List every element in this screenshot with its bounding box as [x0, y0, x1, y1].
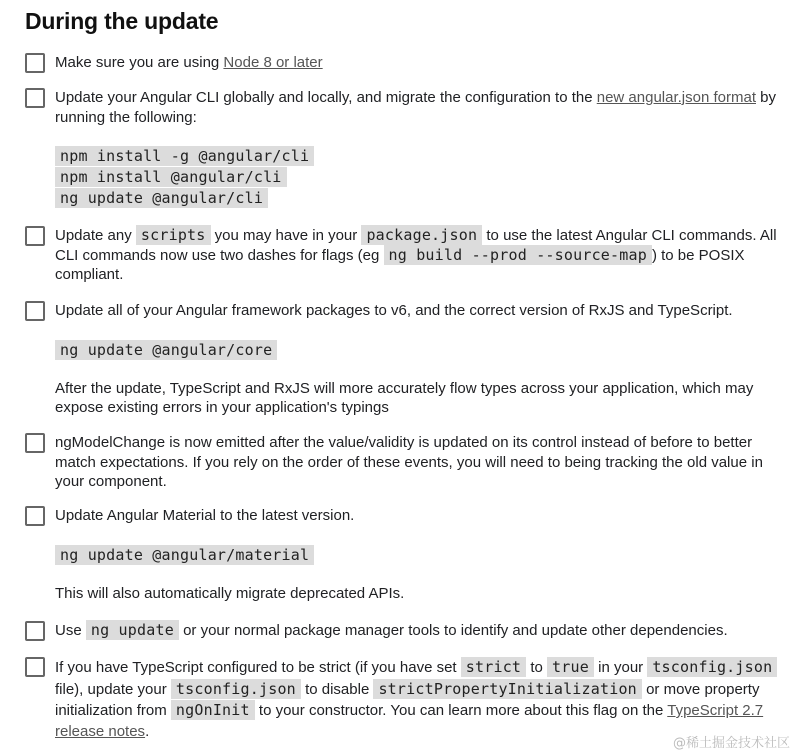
checkbox[interactable]: [25, 301, 45, 321]
item-text-segment: to your constructor. You can learn more about this flag on the: [254, 702, 668, 719]
checkbox[interactable]: [25, 88, 45, 108]
item-text-segment: Make sure you are using: [55, 54, 224, 71]
item-text: [55, 53, 795, 73]
typescript-release-notes-link[interactable]: TypeScript 2.7 release notes: [55, 702, 764, 740]
item-text-segment: file), update your: [55, 680, 171, 698]
inline-code: scripts: [136, 225, 211, 245]
item-text-segment: Update any: [55, 227, 136, 244]
code-block: [55, 146, 795, 209]
page-title: During the update: [25, 8, 219, 34]
item-text-segment: ) to be POSIX compliant.: [55, 246, 745, 283]
inline-code: ng build --prod --source-map: [384, 245, 652, 265]
checklist-item-typescript-strict: [25, 657, 795, 742]
checklist-item-ngmodelchange: [25, 433, 795, 492]
item-note: This will also automatically migrate deprecated APIs.: [55, 584, 405, 602]
code-line: ng update @angular/cli: [55, 188, 268, 208]
item-text-segment: or your normal package manager tools to identify and update other dependencies.: [178, 622, 728, 639]
checklist-item-update-cli: [25, 88, 795, 209]
item-text: [55, 88, 795, 127]
checklist-item-update-scripts: [25, 226, 795, 285]
item-text-segment: or move property initialization from: [55, 680, 760, 719]
inline-code: tsconfig.json: [647, 657, 777, 677]
checklist-item-update-material: [25, 506, 795, 603]
inline-code: ngOnInit: [171, 700, 255, 720]
code-block: [55, 545, 795, 566]
inline-code: ng update: [86, 620, 179, 640]
item-text-segment: to: [526, 659, 548, 676]
item-text: Update all of your Angular framework packages to v6, and the correct version of RxJS and TypeScript.: [55, 302, 733, 319]
code-line: npm install @angular/cli: [55, 167, 287, 187]
inline-code: strictPropertyInitialization: [373, 679, 641, 699]
item-text-segment: you may have in your: [210, 227, 362, 244]
item-text-segment: Update your Angular CLI globally and locally, and migrate the configuration to the: [55, 89, 597, 106]
item-text: [55, 226, 795, 285]
watermark: @稀土掘金技术社区: [672, 736, 790, 751]
item-note: After the update, TypeScript and RxJS will more accurately flow types across your application, which may expose existing errors in your application's typings: [55, 379, 754, 416]
item-text-segment: to use the latest Angular CLI commands. All CLI commands now use two dashes for flags (eg: [55, 227, 777, 264]
checklist-item-node-version: [25, 53, 795, 73]
inline-code: package.json: [361, 225, 482, 245]
code-line: ng update @angular/material: [55, 545, 314, 565]
checklist-item-update-framework: [25, 301, 795, 418]
checklist-item-ng-update: [25, 621, 795, 641]
item-text-segment: by running the following:: [55, 89, 777, 126]
item-text-segment: .: [145, 722, 150, 740]
item-text: Update Angular Material to the latest version.: [55, 507, 355, 524]
checkbox[interactable]: [25, 226, 45, 246]
code-line: ng update @angular/core: [55, 340, 277, 360]
item-text: [55, 621, 795, 641]
item-text-segment: If you have TypeScript configured to be strict (if you have set: [55, 659, 461, 676]
code-block: [55, 340, 795, 361]
checkbox[interactable]: [25, 506, 45, 526]
item-text: [55, 657, 795, 742]
inline-code: tsconfig.json: [171, 679, 301, 699]
angular-json-format-link[interactable]: new angular.json format: [596, 89, 756, 106]
code-line: npm install -g @angular/cli: [55, 146, 314, 166]
inline-code: strict: [461, 657, 526, 677]
item-text-segment: to disable: [300, 680, 374, 698]
inline-code: true: [547, 657, 594, 677]
checkbox[interactable]: [25, 53, 45, 73]
checkbox[interactable]: [25, 621, 45, 641]
checkbox[interactable]: [25, 657, 45, 677]
item-text-segment: Use: [55, 622, 86, 639]
node-version-link[interactable]: Node 8 or later: [223, 54, 323, 71]
item-text-segment: in your: [593, 659, 648, 676]
checkbox[interactable]: [25, 433, 45, 453]
item-text: ngModelChange is now emitted after the value/validity is updated on its control instead of before to better match expectations. If you rely on the order of these events, you will need to being tracking the old value in your component.: [55, 434, 763, 490]
